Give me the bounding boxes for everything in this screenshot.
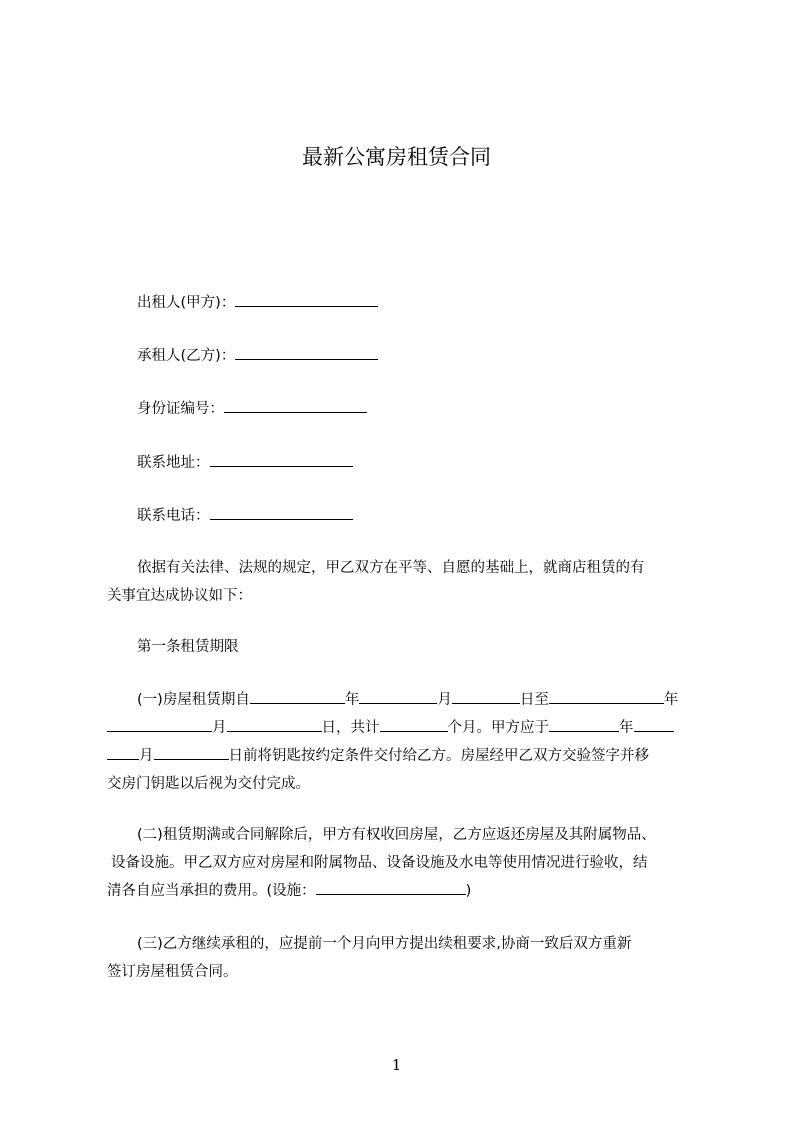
clause-2-paragraph: [107, 821, 701, 905]
clause-1-paragraph: [107, 686, 701, 798]
lessor-field: [137, 292, 378, 313]
intro-line: 依据有关法律、法规的规定，甲乙双方在平等、自愿的基础上，就商店租赁的有: [137, 560, 645, 576]
clause-text: 日前将钥匙按约定条件交付给乙方。房屋经甲乙双方交验签字并移: [228, 748, 649, 764]
start-year-blank[interactable]: [250, 689, 345, 704]
lessor-blank[interactable]: [235, 292, 378, 307]
address-blank[interactable]: [210, 452, 353, 467]
clause-text: 日至: [519, 692, 549, 708]
facilities-blank[interactable]: [316, 880, 466, 895]
clause-3-line-2: 签订房屋租赁合同。: [107, 964, 238, 980]
delivery-month-blank-b[interactable]: [107, 745, 139, 760]
phone-blank[interactable]: [210, 505, 353, 520]
clause-text: 年: [663, 692, 679, 708]
clause-text: 月: [437, 692, 452, 708]
clause-text: 个月。甲方应于: [447, 720, 549, 736]
clause-text: (一)房屋租赁期自: [137, 692, 250, 708]
delivery-year-blank[interactable]: [549, 717, 619, 732]
clause-text: 月: [212, 720, 227, 736]
clause-3-paragraph: [107, 930, 701, 986]
total-months-blank[interactable]: [380, 717, 448, 732]
clause-text: 清各自应当承担的费用。(设施：: [107, 883, 316, 899]
phone-field: [137, 505, 353, 526]
end-month-blank[interactable]: [107, 717, 212, 732]
clause-text: ): [465, 883, 472, 899]
clause-1-line-1: [107, 686, 701, 714]
clause-2-line-1: (二)租赁期满或合同解除后，甲方有权收回房屋，乙方应返还房屋及其附属物品、: [137, 827, 656, 843]
clause-1-line-2: [107, 714, 701, 742]
delivery-month-blank-a[interactable]: [634, 717, 674, 732]
id-number-field: [137, 398, 367, 419]
end-year-blank[interactable]: [549, 689, 664, 704]
lessor-label: 出租人(甲方)：: [137, 295, 236, 311]
clause-text: 年: [344, 692, 360, 708]
phone-label: 联系电话：: [137, 508, 210, 524]
clause-text: 日，共计: [321, 720, 380, 736]
intro-line: 关事宜达成协议如下：: [107, 588, 252, 604]
article-1-heading: 第一条租赁期限: [137, 639, 239, 655]
lessee-field: [137, 345, 378, 366]
clause-2-line-3: [107, 877, 701, 905]
clause-1-line-4: 交房门钥匙以后视为交付完成。: [107, 776, 310, 792]
clause-3-line-1: (三)乙方继续承租的，应提前一个月向甲方提出续租要求,协商一致后双方重新: [137, 936, 632, 952]
page-number: 1: [391, 1056, 402, 1074]
end-day-blank[interactable]: [227, 717, 322, 732]
clause-2-line-2: 设备设施。甲乙双方应对房屋和附属物品、设备设施及水电等使用情况进行验收，结: [111, 855, 648, 871]
lessee-blank[interactable]: [235, 345, 378, 360]
id-number-blank[interactable]: [224, 398, 367, 413]
clause-text: 年: [619, 720, 634, 736]
address-field: [137, 452, 353, 473]
document-title: 最新公寓房租赁合同: [302, 145, 491, 169]
clause-text: 月: [139, 748, 154, 764]
start-day-blank[interactable]: [452, 689, 520, 704]
address-label: 联系地址：: [137, 455, 210, 471]
id-number-label: 身份证编号：: [137, 401, 224, 417]
lessee-label: 承租人(乙方)：: [137, 348, 236, 364]
delivery-day-blank[interactable]: [154, 745, 229, 760]
start-month-blank[interactable]: [359, 689, 437, 704]
intro-paragraph: [107, 554, 701, 610]
clause-1-line-3: [107, 742, 701, 770]
